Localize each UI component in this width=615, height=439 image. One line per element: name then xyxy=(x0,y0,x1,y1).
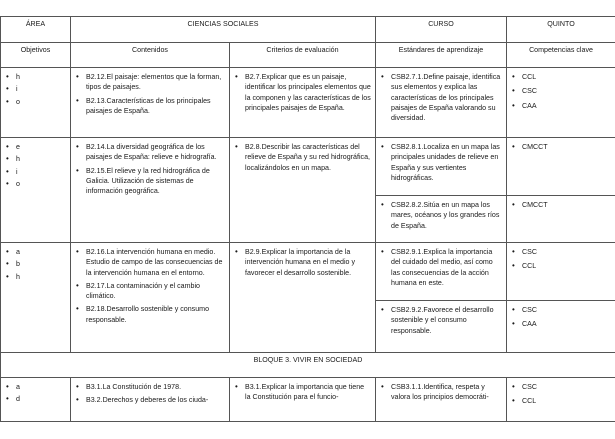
section-title: BLOQUE 3. VIVIR EN SOCIEDAD xyxy=(1,353,615,378)
objetivo-item: • a xyxy=(5,247,66,257)
competencia-item: • CAA xyxy=(511,319,611,329)
criterio-item: • B2.7.Explicar que es un paisaje, identificar los principales elementos que la componen y las características de los principales paisajes de España. xyxy=(234,72,371,113)
estandar-cell xyxy=(376,378,507,422)
estandar-item: • CSB2.9.1.Explica la importancia del cuidado del medio, así como las consecuencias de la acción humana en este. xyxy=(380,247,502,288)
table-row xyxy=(1,243,615,301)
estandar-cell xyxy=(376,301,507,353)
contenido-item: • B2.18.Desarrollo sostenible y consumo responsable. xyxy=(75,304,225,325)
criterio-cell xyxy=(230,243,376,353)
estandar-cell xyxy=(376,68,507,138)
estandar-item: • CSB2.8.1.Localiza en un mapa las principales unidades de relieve en España y sus vertientes hidrográficas. xyxy=(380,142,502,183)
header-row xyxy=(1,17,615,43)
col-contenidos: Contenidos xyxy=(71,43,230,68)
section-row xyxy=(1,353,615,378)
contenido-item: • B2.14.La diversidad geográfica de los paisajes de España: relieve e hidrografía. xyxy=(75,142,225,163)
objetivo-item: • a xyxy=(5,382,66,392)
objetivo-item: • e xyxy=(5,142,66,152)
objetivo-item: • h xyxy=(5,154,66,164)
contenidos-cell xyxy=(71,378,230,422)
estandar-cell xyxy=(376,243,507,301)
competencia-item: • CSC xyxy=(511,382,611,392)
objetivos-cell xyxy=(1,378,71,422)
area-label: ÁREA xyxy=(1,17,71,43)
table-row xyxy=(1,68,615,138)
competencia-item: • CAA xyxy=(511,101,611,111)
area-value: CIENCIAS SOCIALES xyxy=(71,17,376,43)
competencia-item: • CCL xyxy=(511,396,611,406)
table-row xyxy=(1,138,615,196)
objetivo-item: • h xyxy=(5,72,66,82)
contenido-item: • B2.16.La intervención humana en medio. Estudio de campo de las consecuencias de la intervención humana en el entorno. xyxy=(75,247,225,278)
curriculum-table xyxy=(0,16,615,422)
objetivo-item: • h xyxy=(5,272,66,282)
estandar-cell xyxy=(376,138,507,196)
estandar-item: • CSB2.9.2.Favorece el desarrollo sostenible y el consumo responsable. xyxy=(380,305,502,336)
contenidos-cell xyxy=(71,138,230,243)
criterio-item: • B2.9.Explicar la importancia de la intervención humana en el medio y favorecer el desarrollo sostenible. xyxy=(234,247,371,278)
contenido-item: • B3.1.La Constitución de 1978. xyxy=(75,382,225,392)
competencias-cell xyxy=(507,301,615,353)
col-competencias: Competencias clave xyxy=(507,43,615,68)
estandar-item: • CSB2.8.2.Sitúa en un mapa los mares, océanos y los grandes ríos de España. xyxy=(380,200,502,231)
col-estandares: Estándares de aprendizaje xyxy=(376,43,507,68)
objetivos-cell xyxy=(1,68,71,138)
curso-value: QUINTO xyxy=(507,17,615,43)
competencia-item: • CSC xyxy=(511,247,611,257)
curso-label: CURSO xyxy=(376,17,507,43)
objetivo-item: • o xyxy=(5,97,66,107)
competencia-item: • CCL xyxy=(511,261,611,271)
contenido-item: • B3.2.Derechos y deberes de los ciuda- xyxy=(75,395,225,405)
contenido-item: • B2.13.Características de los principales paisajes de España. xyxy=(75,96,225,117)
col-criterios: Criterios de evaluación xyxy=(230,43,376,68)
competencia-item: • CMCCT xyxy=(511,142,611,152)
contenido-item: • B2.17.La contaminación y el cambio climático. xyxy=(75,281,225,302)
table-row xyxy=(1,378,615,422)
criterio-cell xyxy=(230,378,376,422)
estandar-item: • CSB2.7.1.Define paisaje, identifica sus elementos y explica las características de los principales paisajes de España valorando su diversidad. xyxy=(380,72,502,123)
objetivo-item: • i xyxy=(5,84,66,94)
objetivo-item: • i xyxy=(5,167,66,177)
criterio-item: • B3.1.Explicar la importancia que tiene la Constitución para el funcio- xyxy=(234,382,371,403)
competencia-item: • CCL xyxy=(511,72,611,82)
objetivo-item: • d xyxy=(5,394,66,404)
competencia-item: • CSC xyxy=(511,86,611,96)
objetivo-item: • o xyxy=(5,179,66,189)
contenido-item: • B2.12.El paisaje: elementos que la forman, tipos de paisajes. xyxy=(75,72,225,93)
objetivo-item: • b xyxy=(5,259,66,269)
contenidos-cell xyxy=(71,68,230,138)
competencias-cell xyxy=(507,138,615,196)
column-header-row xyxy=(1,43,615,68)
competencia-item: • CSC xyxy=(511,305,611,315)
competencias-cell xyxy=(507,378,615,422)
competencias-cell xyxy=(507,243,615,301)
estandar-item: • CSB3.1.1.Identifica, respeta y valora los principios democráti- xyxy=(380,382,502,403)
objetivos-cell xyxy=(1,138,71,243)
criterio-cell xyxy=(230,138,376,243)
criterio-item: • B2.8.Describir las características del relieve de España y su red hidrográfica, localizándolos en un mapa. xyxy=(234,142,371,173)
criterio-cell xyxy=(230,68,376,138)
competencias-cell xyxy=(507,68,615,138)
estandar-cell xyxy=(376,196,507,243)
competencia-item: • CMCCT xyxy=(511,200,611,210)
competencias-cell xyxy=(507,196,615,243)
contenidos-cell xyxy=(71,243,230,353)
objetivos-cell xyxy=(1,243,71,353)
contenido-item: • B2.15.El relieve y la red hidrográfica de Galicia. Utilización de sistemas de información geográfica. xyxy=(75,166,225,197)
col-objetivos: Objetivos xyxy=(1,43,71,68)
